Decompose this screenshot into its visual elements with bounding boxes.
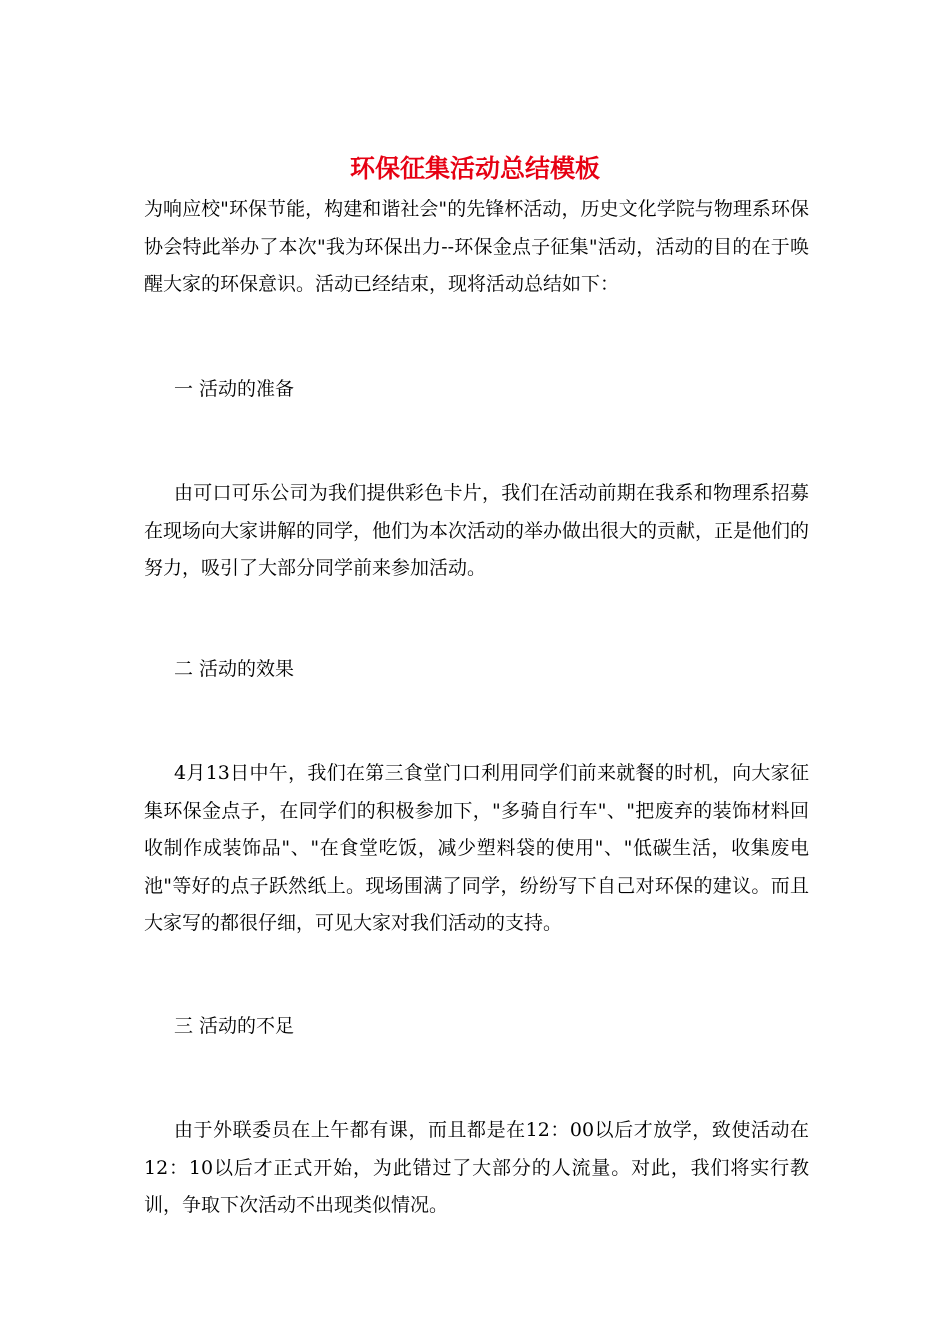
section-heading-effect: 二 活动的效果: [174, 658, 295, 680]
section-heading-shortcomings: 三 活动的不足: [174, 1015, 295, 1037]
section-heading-preparation: 一 活动的准备: [174, 378, 295, 400]
section-body-shortcomings: 由于外联委员在上午都有课，而且都是在12：00以后才放学，致使活动在12：10以后才正式开始，为此错过了大部分的人流量。对此，我们将实行教训，争取下次活动不出现类似情况。: [144, 1119, 809, 1216]
section-body-preparation: 由可口可乐公司为我们提供彩色卡片，我们在活动前期在我系和物理系招募在现场向大家讲解的同学，他们为本次活动的举办做出很大的贡献，正是他们的努力，吸引了大部分同学前来参加活动。: [144, 482, 810, 579]
section-body-effect: 4月13日中午，我们在第三食堂门口利用同学们前来就餐的时机，向大家征集环保金点子，在同学们的积极参加下，"多骑自行车"、"把废弃的装饰材料回收制作成装饰品"、"在食堂吃饭，减少塑料袋的使用"、"低碳生活，收集废电池"等好的点子跃然纸上。现场围满了同学，纷纷写下自己对环保的建议。而且大家写的都很仔细，可见大家对我们活动的支持。: [144, 762, 809, 934]
document-title: 环保征集活动总结模板: [349, 154, 600, 183]
intro-paragraph: 为响应校"环保节能，构建和谐社会"的先锋杯活动，历史文化学院与物理系环保协会特此举办了本次"我为环保出力--环保金点子征集"活动，活动的目的在于唤醒大家的环保意识。活动已经结束，现将活动总结如下：: [144, 198, 809, 295]
